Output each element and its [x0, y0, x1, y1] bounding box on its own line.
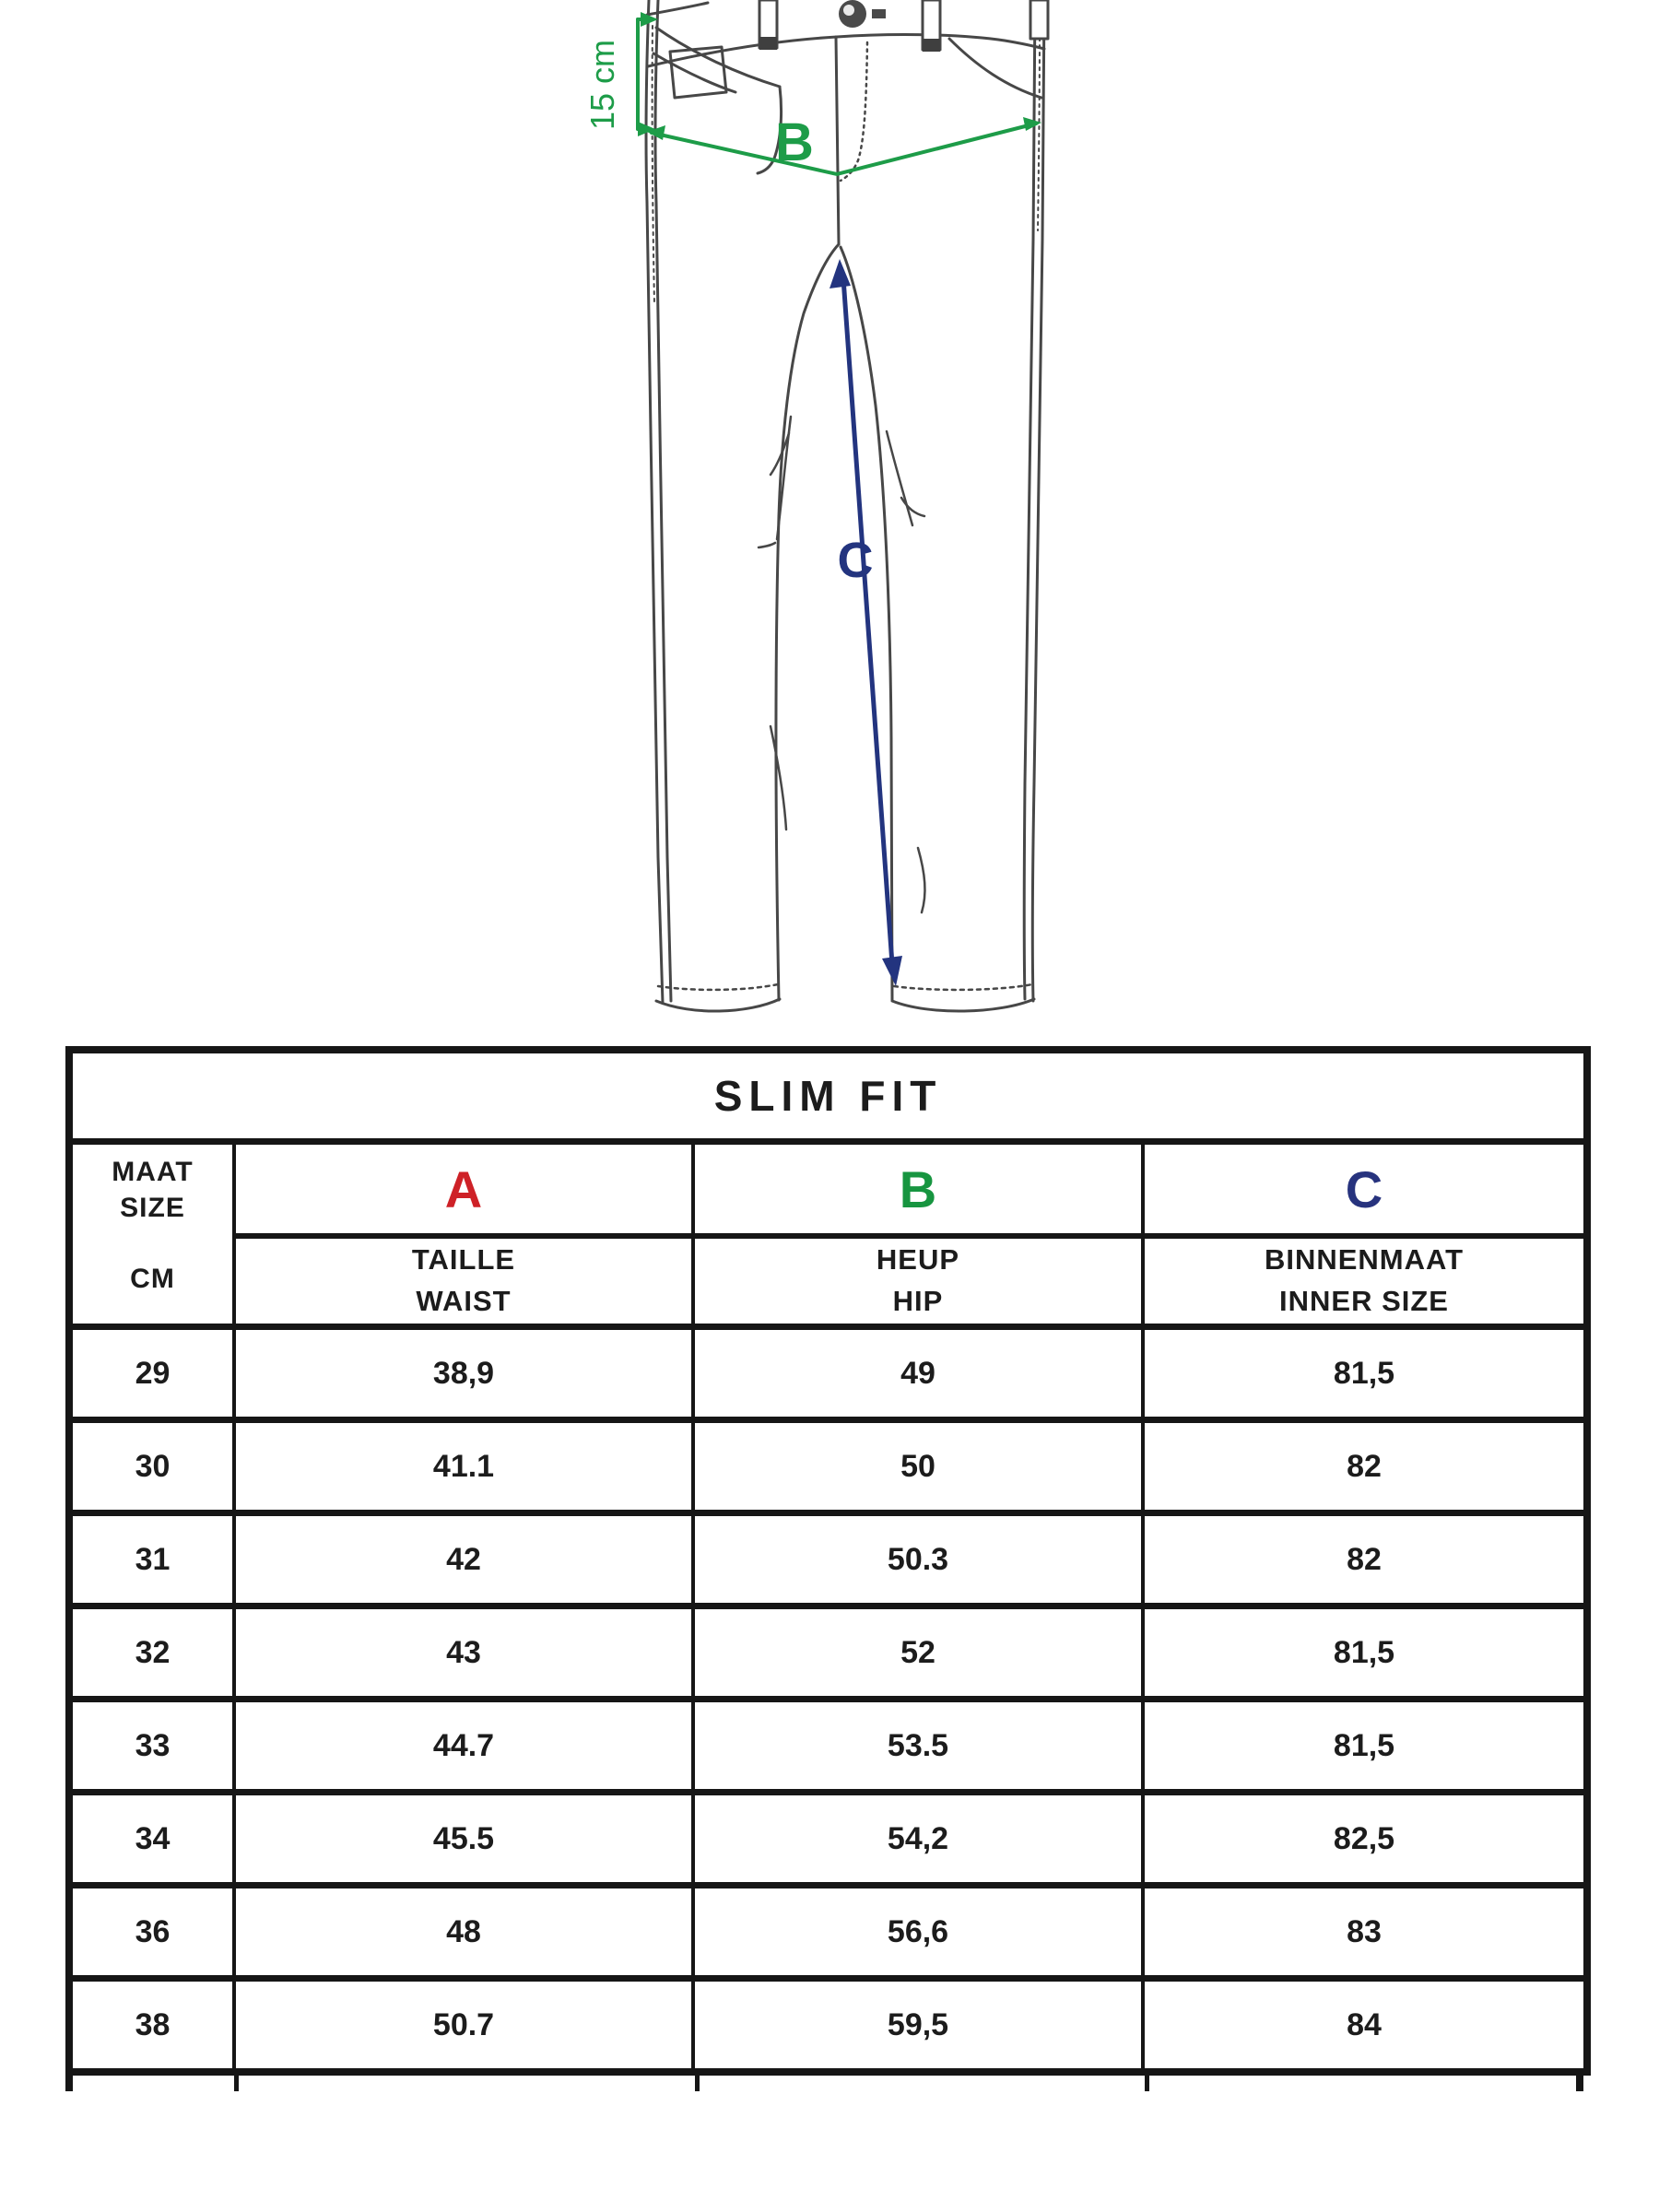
inner-size-cell: 81,5	[1143, 1327, 1587, 1420]
inseam-label: C	[837, 533, 874, 588]
left-inseam	[776, 244, 839, 1000]
waist-cell: 45.5	[234, 1793, 693, 1886]
size-cell: 33	[69, 1700, 234, 1793]
hip-cell: 49	[693, 1327, 1143, 1420]
left-seam-stitch	[653, 26, 654, 304]
inner-size-cell: 82,5	[1143, 1793, 1587, 1886]
hip-label: B	[775, 112, 814, 172]
right-hem-stitch	[894, 984, 1032, 990]
size-cell: 36	[69, 1886, 234, 1979]
size-cell: 32	[69, 1606, 234, 1700]
hip-cell: 52	[693, 1606, 1143, 1700]
column-letter-b: B	[693, 1142, 1143, 1237]
size-header-cell	[69, 1142, 234, 1327]
pants-sketch-svg	[0, 0, 1659, 1046]
right-pocket-opening	[949, 39, 1041, 98]
waist-cell: 48	[234, 1886, 693, 1979]
column-label-inner-size: BINNENMAAT INNER SIZE	[1143, 1236, 1587, 1327]
table-row	[69, 1327, 1587, 1420]
right-hem-edge	[892, 999, 1034, 1011]
size-table	[65, 1046, 1591, 2076]
size-cell: 34	[69, 1793, 234, 1886]
inner-size-cell: 81,5	[1143, 1606, 1587, 1700]
inner-size-cell: 82	[1143, 1420, 1587, 1513]
inner-size-cell: 83	[1143, 1886, 1587, 1979]
hip-cell: 54,2	[693, 1793, 1143, 1886]
waistband-seam	[648, 34, 1044, 66]
size-cell: 38	[69, 1979, 234, 2073]
column-letter-a: A	[234, 1142, 693, 1237]
size-cell: 31	[69, 1513, 234, 1606]
column-letter-c: C	[1143, 1142, 1587, 1237]
column-label-hip: HEUP HIP	[693, 1236, 1143, 1327]
left-hem-edge	[656, 999, 780, 1011]
right-seam-stitch	[1038, 23, 1040, 230]
fly-stitch	[841, 42, 867, 181]
table-row	[69, 1886, 1587, 1979]
inner-size-cell: 84	[1143, 1979, 1587, 2073]
hip-cell: 53.5	[693, 1700, 1143, 1793]
waist-cell: 38,9	[234, 1327, 693, 1420]
size-cell: 30	[69, 1420, 234, 1513]
table-row	[69, 1979, 1587, 2073]
pocket-depth-label: 15 cm	[583, 39, 621, 131]
table-crop-stub	[1576, 2076, 1583, 2091]
inseam-measure-line	[843, 278, 892, 964]
hip-cell: 59,5	[693, 1979, 1143, 2073]
waist-cell: 50.7	[234, 1979, 693, 2073]
pants-technical-drawing	[0, 0, 1659, 1046]
table-crop-stub	[695, 2076, 700, 2091]
fit-title: SLIM FIT	[69, 1050, 1587, 1142]
table-letter-row	[69, 1142, 1587, 1237]
table-row	[69, 1793, 1587, 1886]
table-label-row	[69, 1236, 1587, 1327]
table-row	[69, 1513, 1587, 1606]
belt-loops	[759, 0, 1048, 52]
table-row	[69, 1606, 1587, 1700]
size-cell: 29	[69, 1327, 234, 1420]
table-row	[69, 1420, 1587, 1513]
wrinkle-lines	[759, 417, 924, 912]
size-header-label: MAAT SIZE	[112, 1156, 194, 1223]
center-front-seam	[836, 37, 839, 244]
waist-button	[839, 0, 886, 28]
hip-cell: 56,6	[693, 1886, 1143, 1979]
waist-cell: 41.1	[234, 1420, 693, 1513]
table-crop-stub	[65, 2076, 73, 2091]
table-crop-stub	[234, 2076, 239, 2091]
inner-size-cell: 82	[1143, 1513, 1587, 1606]
table-row	[69, 1700, 1587, 1793]
hip-measure-line	[652, 124, 1036, 174]
waist-cell: 42	[234, 1513, 693, 1606]
size-unit-label: CM	[130, 1264, 175, 1294]
hip-cell: 50	[693, 1420, 1143, 1513]
inner-size-cell: 81,5	[1143, 1700, 1587, 1793]
waistband-top-edge	[647, 3, 708, 15]
hip-cell: 50.3	[693, 1513, 1143, 1606]
waist-cell: 43	[234, 1606, 693, 1700]
table-title-row	[69, 1050, 1587, 1142]
pants-outline	[646, 0, 1048, 1011]
left-hem-stitch	[658, 984, 778, 990]
column-label-waist: TAILLE WAIST	[234, 1236, 693, 1327]
waist-cell: 44.7	[234, 1700, 693, 1793]
table-crop-stub	[1145, 2076, 1149, 2091]
